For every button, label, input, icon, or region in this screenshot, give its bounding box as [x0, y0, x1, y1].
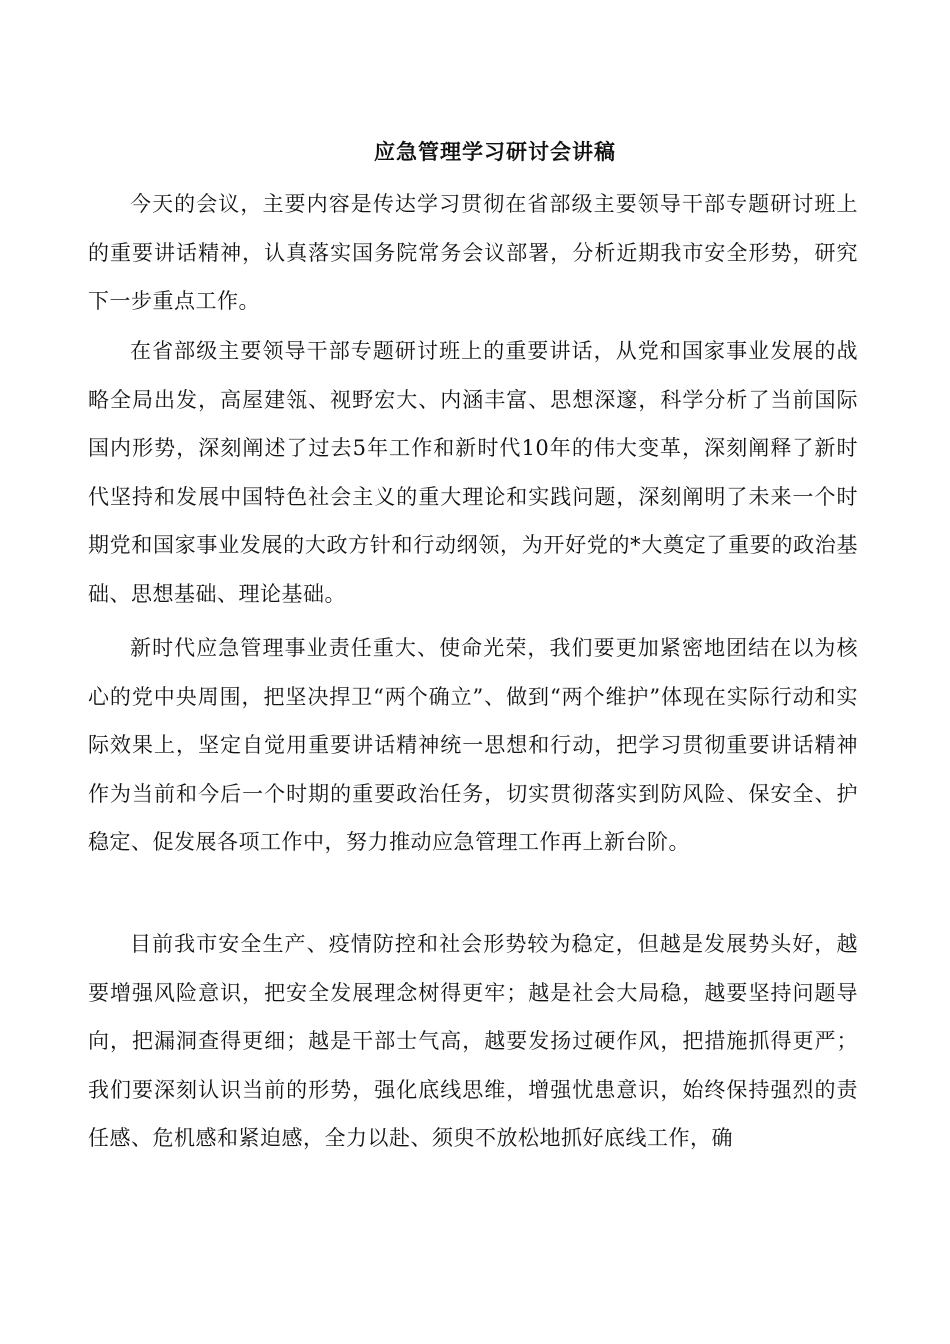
paragraph-4: 目前我市安全生产、疫情防控和社会形势较为稳定，但越是发展势头好，越要增强风险意识，把安全发展理念树得更牢；越是社会大局稳，越要坚持问题导向，把漏洞查得更细；越是干部士气高，越要发扬过硬作风，把措施抓得更严；我们要深刻认识当前的形势，强化底线思维，增强忧患意识，始终保持强烈的责任感、危机感和紧迫感，全力以赴、须臾不放松地抓好底线工作，确 — [88, 932, 858, 1150]
paragraph-3: 新时代应急管理事业责任重大、使命光荣，我们要更加紧密地团结在以为核心的党中央周围，把坚决捍卫“两个确立”、做到“两个维护”体现在实际行动和实际效果上，坚定自觉用重要讲话精神统一思想和行动，把学习贯彻重要讲话精神作为当前和今后一个时期的重要政治任务，切实贯彻落实到防风险、保安全、护稳定、促发展各项工作中，努力推动应急管理工作再上新台阶。 — [88, 636, 858, 854]
paragraph-1: 今天的会议，主要内容是传达学习贯彻在省部级主要领导干部专题研讨班上的重要讲话精神，认真落实国务院常务会议部署，分析近期我市安全形势，研究下一步重点工作。 — [88, 192, 858, 313]
document-title: 应急管理学习研讨会讲稿 — [374, 139, 616, 164]
paragraph-2: 在省部级主要领导干部专题研讨班上的重要讲话，从党和国家事业发展的战略全局出发，高屋建瓴、视野宏大、内涵丰富、思想深邃，科学分析了当前国际国内形势，深刻阐述了过去5年工作和新时代10年的伟大变革，深刻阐释了新时代坚持和发展中国特色社会主义的重大理论和实践问题，深刻阐明了未来一个时期党和国家事业发展的大政方针和行动纲领，为开好党的*大奠定了重要的政治基础、思想基础、理论基础。 — [88, 339, 858, 606]
